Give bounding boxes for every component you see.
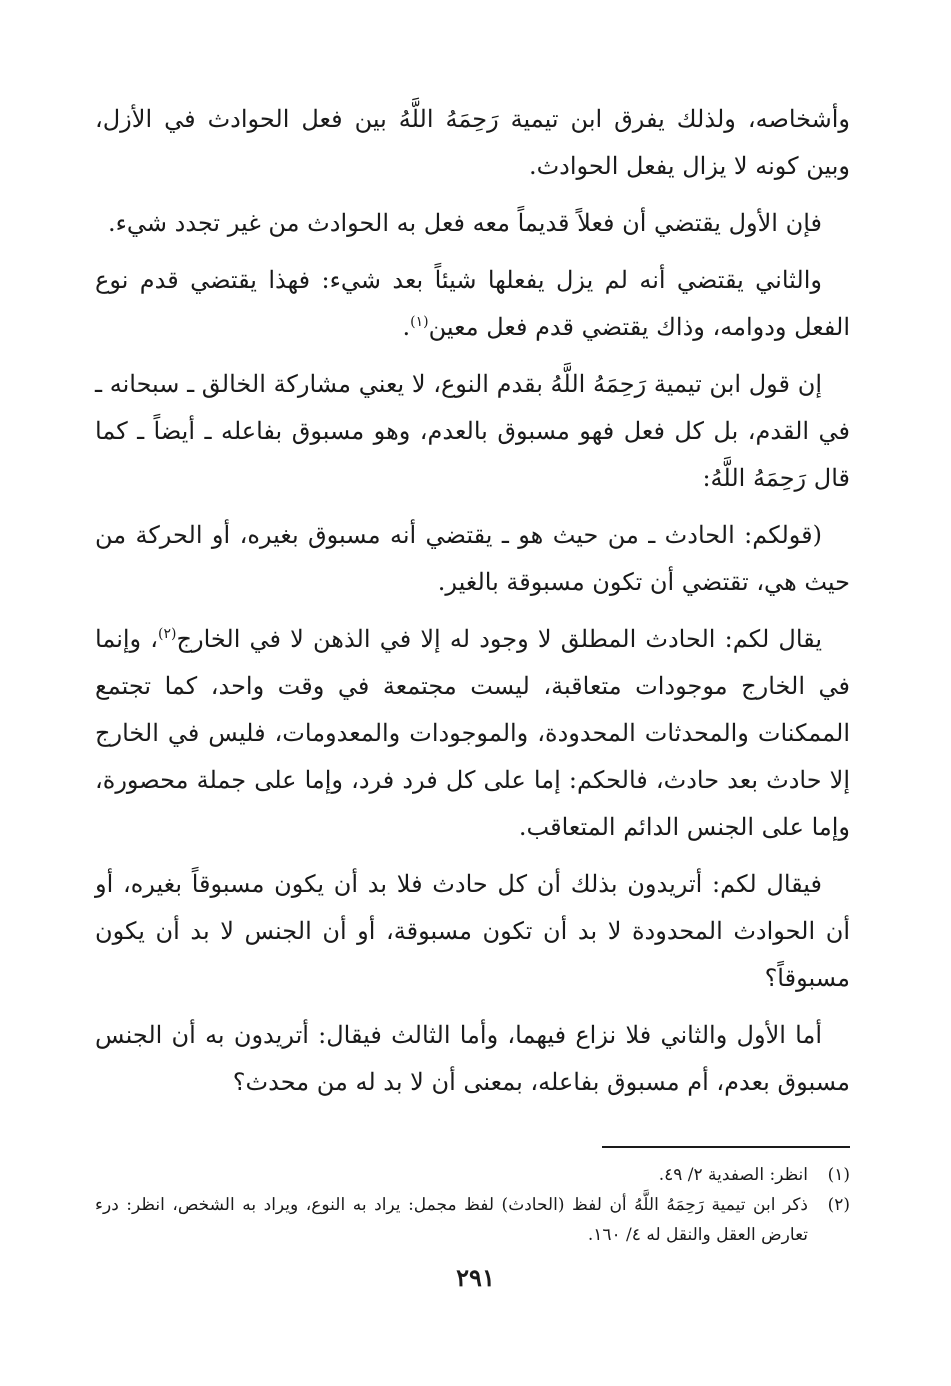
paragraph-3 — [95, 257, 850, 351]
paragraph-7: فيقال لكم: أتريدون بذلك أن كل حادث فلا بد أن يكون مسبوقاً بغيره، أو أن الحوادث المحدودة لا بد أن تكون مسبوقة، أو أن الجنس لا بد أن يكون مسبوقاً؟ — [95, 870, 850, 992]
paragraph-4: إن قول ابن تيمية رَحِمَهُ اللَّهُ بقدم النوع، لا يعني مشاركة الخالق ـ سبحانه ـ في القدم، بل كل فعل فهو مسبوق بالعدم، وهو مسبوق بفاعله ـ أيضاً ـ كما قال رَحِمَهُ اللَّهُ: — [95, 370, 851, 492]
paragraph-6-punct: ، — [150, 625, 159, 653]
footnote-2-number: (٢) — [827, 1195, 850, 1215]
paragraph-6-text: يقال لكم: الحادث المطلق لا وجود له إلا في الذهن لا في الخارج — [176, 625, 822, 653]
footnote-1-text: انظر: الصفدية ٢/ ٤٩. — [658, 1165, 808, 1185]
footnote-ref-1[interactable]: (١) — [410, 314, 429, 330]
paragraph-1: وأشخاصه، ولذلك يفرق ابن تيمية رَحِمَهُ اللَّهُ بين فعل الحوادث في الأزل، وبين كونه لا يزال يفعل الحوادث. — [95, 105, 850, 180]
paragraph-6-continued: وإنما في الخارج موجودات متعاقبة، ليست مجتمعة في وقت واحد، كما تجتمع الممكنات والمحدثات المحدودة، والموجودات والمعدومات، فليس في الخارج إلا حادث بعد حادث، فالحكم: إما على كل فرد فرد، وإما على جملة محصورة، وإما على الجنس الدائم المتعاقب. — [95, 625, 851, 841]
paragraph-3-punct: . — [402, 313, 411, 341]
footnotes — [95, 1160, 850, 1250]
footnote-divider — [602, 1146, 850, 1148]
page-number: ٢٩١ — [456, 1263, 495, 1292]
paragraph-6 — [95, 616, 850, 851]
paragraph-3-text: والثاني يقتضي أنه لم يزل يفعلها شيئاً بعد شيء: فهذا يقتضي قدم نوع الفعل ودوامه، وذاك يقتضي قدم فعل معين — [95, 266, 850, 341]
main-text — [95, 96, 850, 1116]
footnote-2-text: ذكر ابن تيمية رَحِمَهُ اللَّهُ أن لفظ (الحادث) لفظ مجمل: يراد به النوع، ويراد به الشخص، انظر: درء تعارض العقل والنقل له ٤/ ١٦٠. — [95, 1195, 808, 1245]
footnote-1 — [95, 1160, 850, 1190]
paragraph-8: أما الأول والثاني فلا نزاع فيهما، وأما الثالث فيقال: أتريدون به أن الجنس مسبوق بعدم، أم مسبوق بفاعله، بمعنى أن لا بد له من محدث؟ — [95, 1021, 850, 1096]
footnote-2 — [95, 1190, 850, 1250]
footnote-ref-2[interactable]: (٢) — [158, 626, 177, 642]
paragraph-5-quote: (قولكم: الحادث ـ من حيث هو ـ يقتضي أنه مسبوق بغيره، أو الحركة من حيث هي، تقتضي أن تكون مسبوقة بالغير. — [95, 521, 850, 596]
paragraph-2: فإن الأول يقتضي أن فعلاً قديماً معه فعل به الحوادث من غير تجدد شيء. — [108, 209, 822, 237]
footnote-1-number: (١) — [827, 1165, 850, 1185]
